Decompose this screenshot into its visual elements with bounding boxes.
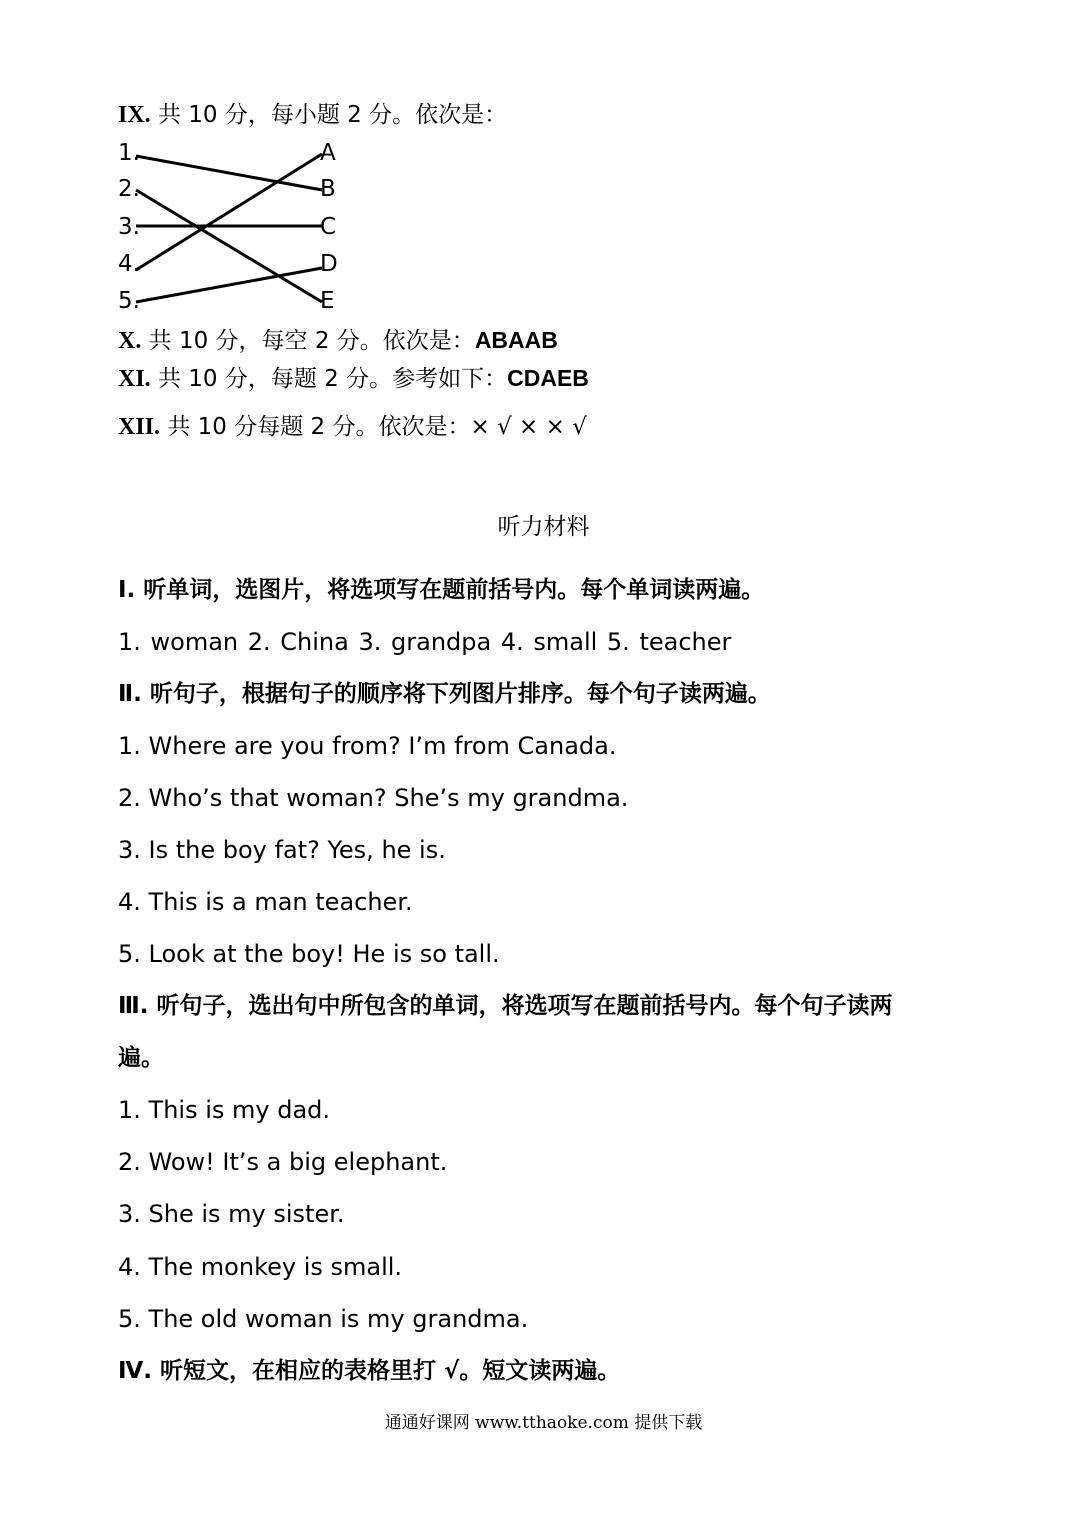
list-item: 2. Who’s that woman? She’s my grandma. [118, 784, 629, 812]
list-item: 1. Where are you from? I’m from Canada. [118, 732, 617, 760]
list-item: 2. Wow! It’s a big elephant. [118, 1148, 448, 1176]
list-item: 4. The monkey is small. [118, 1253, 403, 1281]
answer-xi-text: 共 10 分，每题 2 分。参考如下： [157, 366, 508, 392]
answer-xi-value: CDAEB [507, 365, 589, 391]
match-left-1: 1. [118, 140, 140, 166]
match-line-4-a [136, 154, 322, 270]
answer-xii-text: 共 10 分每题 2 分。依次是： [167, 414, 471, 440]
matching-diagram [112, 138, 352, 318]
match-right-e: E [320, 288, 335, 314]
match-left-2: 2. [118, 176, 140, 202]
answer-xii [118, 412, 587, 442]
section-1-heading: Ⅰ. 听单词，选图片，将选项写在题前括号内。每个单词读两遍。 [118, 577, 765, 603]
match-left-4: 4. [118, 251, 140, 277]
section-1-words: 1. woman 2. China 3. grandpa 4. small 5. teacher [118, 628, 732, 656]
answer-xi-head: XI. [118, 366, 151, 392]
answer-ix [118, 100, 507, 130]
answer-ix-head: IX. [118, 102, 151, 128]
list-item: 1. This is my dad. [118, 1096, 331, 1124]
list-item: 5. Look at the boy! He is so tall. [118, 940, 500, 968]
answer-x [118, 325, 558, 356]
section-2-heading: Ⅱ. 听句子，根据句子的顺序将下列图片排序。每个句子读两遍。 [118, 681, 771, 707]
match-right-d: D [320, 251, 338, 277]
section-3-heading: Ⅲ. 听句子，选出句中所包含的单词，将选项写在题前括号内。每个句子读两 [118, 993, 893, 1019]
match-right-c: C [320, 214, 337, 240]
answer-xii-value: × √ × × √ [470, 414, 587, 440]
list-item: 3. She is my sister. [118, 1200, 345, 1228]
match-right-a: A [320, 140, 336, 166]
answer-xi [118, 363, 589, 394]
answer-xii-head: XII. [118, 414, 161, 440]
answer-x-text: 共 10 分，每空 2 分。依次是： [148, 328, 475, 354]
match-right-b: B [320, 176, 336, 202]
match-left-5: 5. [118, 288, 140, 314]
list-item: 4. This is a man teacher. [118, 888, 413, 916]
answer-x-head: X. [118, 328, 142, 354]
section-3-heading-cont: 遍。 [118, 1045, 164, 1071]
section-4-heading: Ⅳ. 听短文，在相应的表格里打 √。短文读两遍。 [118, 1358, 621, 1384]
answer-ix-text: 共 10 分，每小题 2 分。依次是： [157, 102, 508, 128]
answer-x-value: ABAAB [474, 327, 558, 353]
matching-lines [112, 138, 352, 318]
list-item: 3. Is the boy fat? Yes, he is. [118, 836, 446, 864]
list-item: 5. The old woman is my grandma. [118, 1305, 529, 1333]
page-footer: 通通好课网 www.tthaoke.com 提供下载 [384, 1413, 703, 1433]
page-title: 听力材料 [497, 514, 590, 540]
match-left-3: 3. [118, 214, 140, 240]
